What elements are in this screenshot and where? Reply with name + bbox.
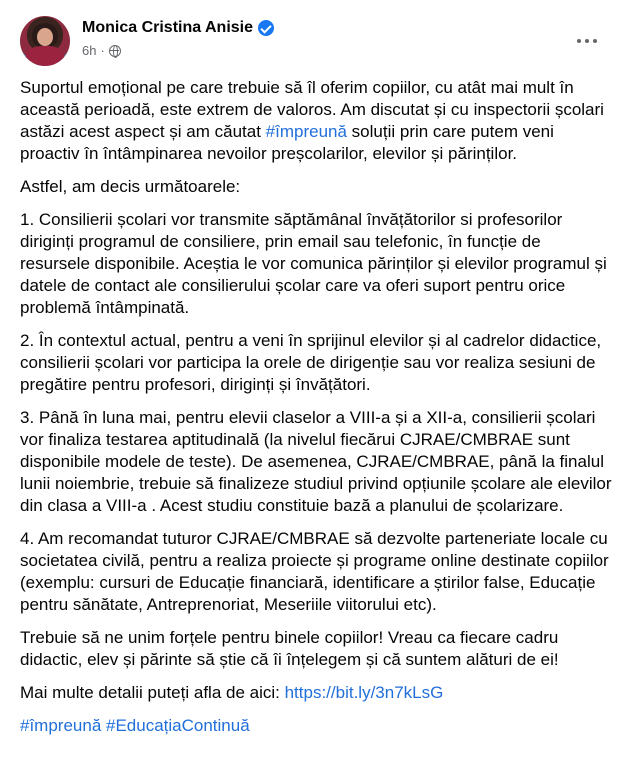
globe-icon [109, 45, 121, 57]
avatar-body [26, 46, 64, 66]
verified-badge-icon [258, 20, 274, 36]
post-body [20, 77, 612, 748]
hashtag-link[interactable]: #împreună [265, 122, 347, 141]
more-dot-icon [585, 39, 589, 43]
paragraph-text: Suportul emoțional pe care trebuie să îl oferim copiilor, cu atât mai mult în această perioadă, este extrem de valoros. Am discutat și cu inspectorii școlari astăzi acest aspect și am căutat [20, 78, 604, 141]
meta-separator: · [100, 43, 105, 58]
post-paragraph: 3. Până în luna mai, pentru elevii claselor a VIII-a și a XII-a, consilierii școlari vor finaliza testarea aptitudinală (la nivelul fiecărui CJRAE/CMBRAE sunt disponibile modele de teste). De asemenea, CJRAE/CMBRAE, până la finalul lunii noiembrie, trebuie să finalizeze studiul privind opțiunile școlare ale elevilor din clasa a VIII-a . Acest studiu constituie bază a planului de școlarizare. [20, 408, 612, 515]
post-time[interactable]: 6h [82, 43, 97, 58]
details-link[interactable]: https://bit.ly/3n7kLsG [284, 683, 444, 702]
paragraph-text: soluții prin care putem veni proactiv în întâmpinarea nevoilor preșcolarilor, elevilor și părinților. [20, 122, 554, 163]
paragraph-text: Mai multe detalii puteți afla de aici: [20, 683, 285, 702]
post-meta [82, 43, 121, 58]
author-row [82, 19, 274, 37]
post-paragraph: 4. Am recomandat tuturor CJRAE/CMBRAE să dezvolte parteneriate locale cu societatea civilă, pentru a realiza proiecte și programe online destinate copiilor (exemplu: cursuri de Educație financiară, identificare a știrilor false, Educație pentru sănătate, Antreprenoriat, Meseriile viitorului etc). [20, 529, 609, 614]
more-options-button[interactable] [572, 26, 602, 56]
avatar-face [37, 28, 53, 46]
author-avatar[interactable] [20, 16, 70, 66]
post-paragraph: 1. Consilierii școlari vor transmite săptămânal învățătorilor si profesorilor diriginți programul de consiliere, prin email sau telefonic, în funcție de resursele disponibile. Aceștia le vor comunica părinților și elevilor programul și datele de contact ale consilierului școlar care va oferi suport pentru orice problemă întâmpinată. [20, 210, 607, 317]
hashtags[interactable]: #împreună #EducațiaContinuă [20, 716, 250, 735]
post-paragraph: 2. În contextul actual, pentru a veni în sprijinul elevilor și al cadrelor didactice, consilierii școlari vor participa la orele de dirigenție sau vor realiza sesiuni de pregătire pentru profesori, diriginți și învățători. [20, 331, 602, 394]
post-paragraph [20, 682, 612, 704]
more-dot-icon [593, 39, 597, 43]
post-header [20, 16, 610, 66]
more-dot-icon [577, 39, 581, 43]
post-paragraph: Astfel, am decis următoarele: [20, 177, 241, 196]
post-paragraph [20, 77, 612, 165]
author-name[interactable]: Monica Cristina Anisie [82, 19, 253, 36]
post-paragraph: Trebuie să ne unim forțele pentru binele copiilor! Vreau ca fiecare cadru didactic, elev și părinte să știe că îi înțelegem și că suntem alături de ei! [20, 628, 559, 669]
